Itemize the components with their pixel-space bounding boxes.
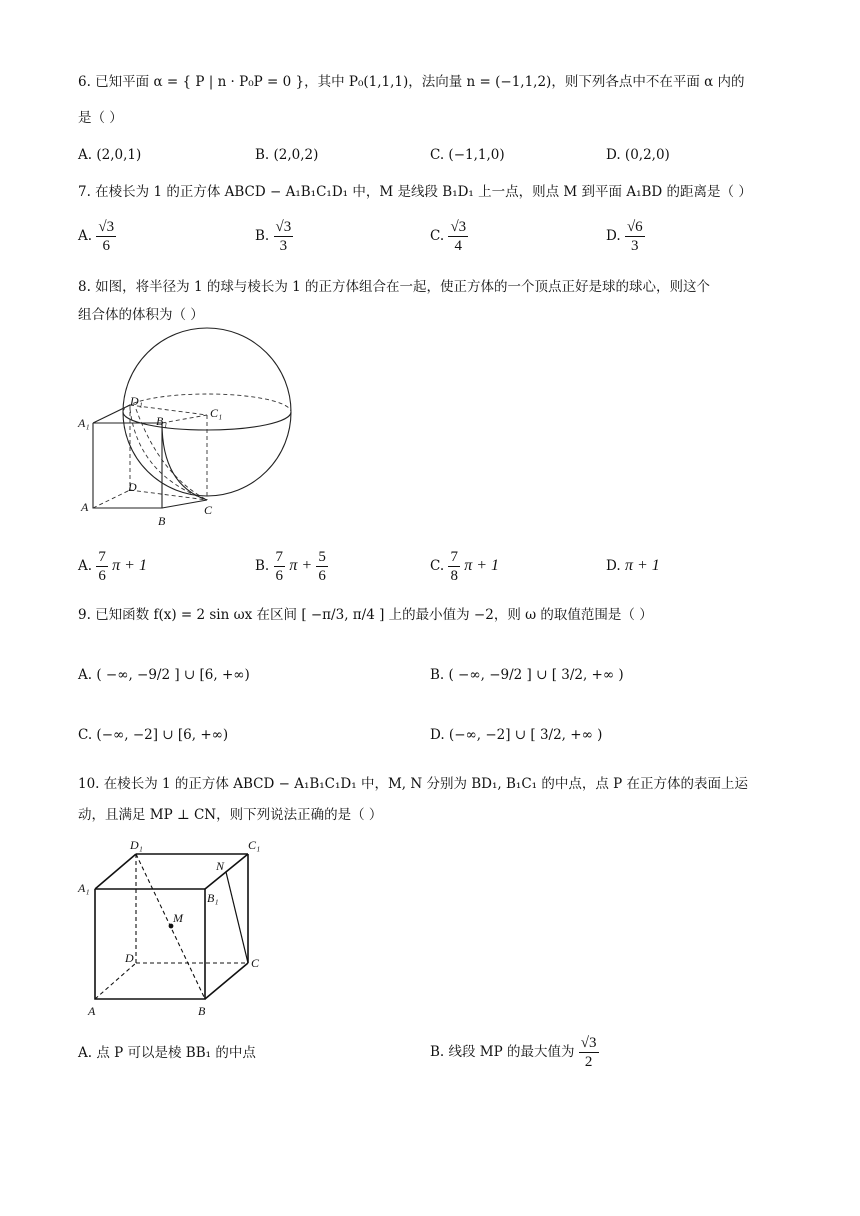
fraction-denominator: 8 — [450, 568, 458, 584]
cube-edge-a1d1 — [93, 405, 130, 423]
label-a: A — [81, 500, 89, 514]
fraction — [316, 548, 328, 585]
option-label: B. — [255, 228, 270, 244]
fraction-numerator: 7 — [98, 549, 106, 565]
fraction — [274, 548, 286, 585]
option-text: π + 1 — [624, 557, 660, 574]
fraction-denominator: 2 — [584, 1054, 593, 1070]
fraction — [625, 218, 645, 255]
label-d: D — [128, 480, 137, 494]
q9-option-c: C. (−∞, −2] ∪ [6, +∞) — [78, 727, 229, 743]
fraction — [96, 548, 108, 585]
fraction — [448, 218, 468, 255]
q6-stem-line1: 6. 已知平面 α = { P | n · P₀P = 0 }，其中 P₀(1,1,1)，法向量 n = (−1,1,2)，则下列各点中不在平面 α 内的 — [78, 74, 745, 90]
q9-option-d: D. (−∞, −2] ∪ [ 3/2, +∞ ) — [430, 727, 603, 743]
equator-back — [123, 394, 291, 412]
label-c1: C₁ — [210, 406, 223, 420]
option-tail: π + 1 — [464, 557, 500, 574]
q8-stem-line2: 组合体的体积为（ ） — [78, 307, 204, 323]
q6-option-a: A. (2,0,1) — [78, 147, 142, 163]
q8-option-d — [606, 556, 660, 576]
label-a: A — [88, 1004, 96, 1018]
label-a1: A₁ — [78, 881, 90, 895]
q10-stem-line2: 动，且满足 MP ⊥ CN，则下列说法正确的是（ ） — [78, 807, 383, 823]
fraction — [274, 218, 294, 255]
q6-option-c: C. (−1,1,0) — [430, 147, 505, 163]
q9-option-b: B. ( −∞, −9/2 ] ∪ [ 3/2, +∞ ) — [430, 667, 624, 683]
fraction-numerator: √6 — [626, 219, 643, 235]
label-n: N — [216, 859, 225, 873]
q7-option-d — [606, 218, 645, 255]
segment-cn — [226, 872, 248, 963]
q8-option-c — [430, 548, 499, 585]
fraction-denominator: 6 — [102, 238, 110, 254]
cube-front-face — [93, 423, 162, 508]
fraction-denominator: 6 — [98, 568, 106, 584]
cube-edge-bc — [162, 500, 207, 508]
option-label: B. — [255, 558, 270, 574]
q10-stem-line1: 10. 在棱长为 1 的正方体 ABCD − A₁B₁C₁D₁ 中，M, N 分别为 BD₁, B₁C₁ 的中点，点 P 在正方体的表面上运 — [78, 776, 749, 792]
label-b1: B₁ — [156, 414, 168, 428]
label-c: C — [251, 956, 260, 970]
fraction-numerator: 7 — [450, 549, 458, 565]
fraction-denominator: 3 — [631, 238, 639, 254]
fraction-numerator: √3 — [450, 219, 467, 235]
q7-stem: 7. 在棱长为 1 的正方体 ABCD − A₁B₁C₁D₁ 中，M 是线段 B₁D₁ 上一点，则点 M 到平面 A₁BD 的距离是（ ） — [78, 184, 752, 200]
label-d: D — [125, 951, 134, 965]
label-d1: D₁ — [130, 394, 143, 408]
option-tail: π + — [289, 557, 313, 574]
option-label: A. — [78, 228, 93, 244]
fraction-numerator: 5 — [318, 549, 326, 565]
sphere-cube-figure — [70, 325, 320, 535]
option-label: B. 线段 MP 的最大值为 — [430, 1044, 575, 1060]
option-label: C. — [430, 558, 445, 574]
label-b1: B₁ — [207, 891, 219, 905]
label-d1: D₁ — [130, 838, 143, 852]
option-label: C. — [430, 228, 445, 244]
fraction-denominator: 4 — [454, 238, 463, 254]
fraction-numerator: √3 — [275, 219, 292, 235]
label-b: B — [198, 1004, 206, 1018]
inner-arc-3 — [162, 423, 207, 500]
option-label: A. — [78, 558, 93, 574]
q8-option-a — [78, 548, 147, 585]
q8-stem-line1: 8. 如图，将半径为 1 的球与棱长为 1 的正方体组合在一起，使正方体的一个顶点正好是球的球心，则这个 — [78, 279, 711, 295]
q9-stem: 9. 已知函数 f(x) = 2 sin ωx 在区间 [ −π/3, π/4 ] 上的最小值为 −2，则 ω 的取值范围是（ ） — [78, 607, 653, 623]
label-a1: A₁ — [78, 416, 90, 430]
q7-option-c — [430, 218, 468, 255]
fraction-denominator: 3 — [279, 238, 288, 254]
q7-option-b — [255, 218, 293, 255]
q9-option-a: A. ( −∞, −9/2 ] ∪ [6, +∞) — [78, 667, 250, 683]
q10-option-a: A. 点 P 可以是棱 BB₁ 的中点 — [78, 1045, 256, 1061]
q7-option-a — [78, 218, 116, 255]
option-tail: π + 1 — [112, 557, 147, 574]
label-b: B — [158, 514, 166, 528]
fraction — [448, 548, 460, 585]
fraction — [96, 218, 116, 255]
fraction-numerator: √3 — [580, 1035, 597, 1051]
q8-option-b — [255, 548, 328, 585]
label-c1: C₁ — [248, 838, 261, 852]
q6-stem-line2: 是（ ） — [78, 110, 123, 126]
fraction-denominator: 6 — [275, 568, 284, 584]
sphere-outline — [123, 328, 291, 496]
label-c: C — [204, 503, 213, 517]
q10-option-b — [430, 1034, 599, 1071]
fraction-numerator: √3 — [98, 219, 115, 235]
fraction — [579, 1034, 599, 1071]
option-label: D. — [606, 228, 621, 244]
q6-option-d: D. (0,2,0) — [606, 147, 670, 163]
cube-mn-figure — [70, 832, 280, 1022]
q6-option-b: B. (2,0,2) — [255, 147, 319, 163]
fraction-denominator: 6 — [318, 568, 326, 584]
fraction-numerator: 7 — [275, 549, 284, 565]
label-m: M — [173, 911, 183, 925]
option-label: D. — [606, 558, 621, 574]
